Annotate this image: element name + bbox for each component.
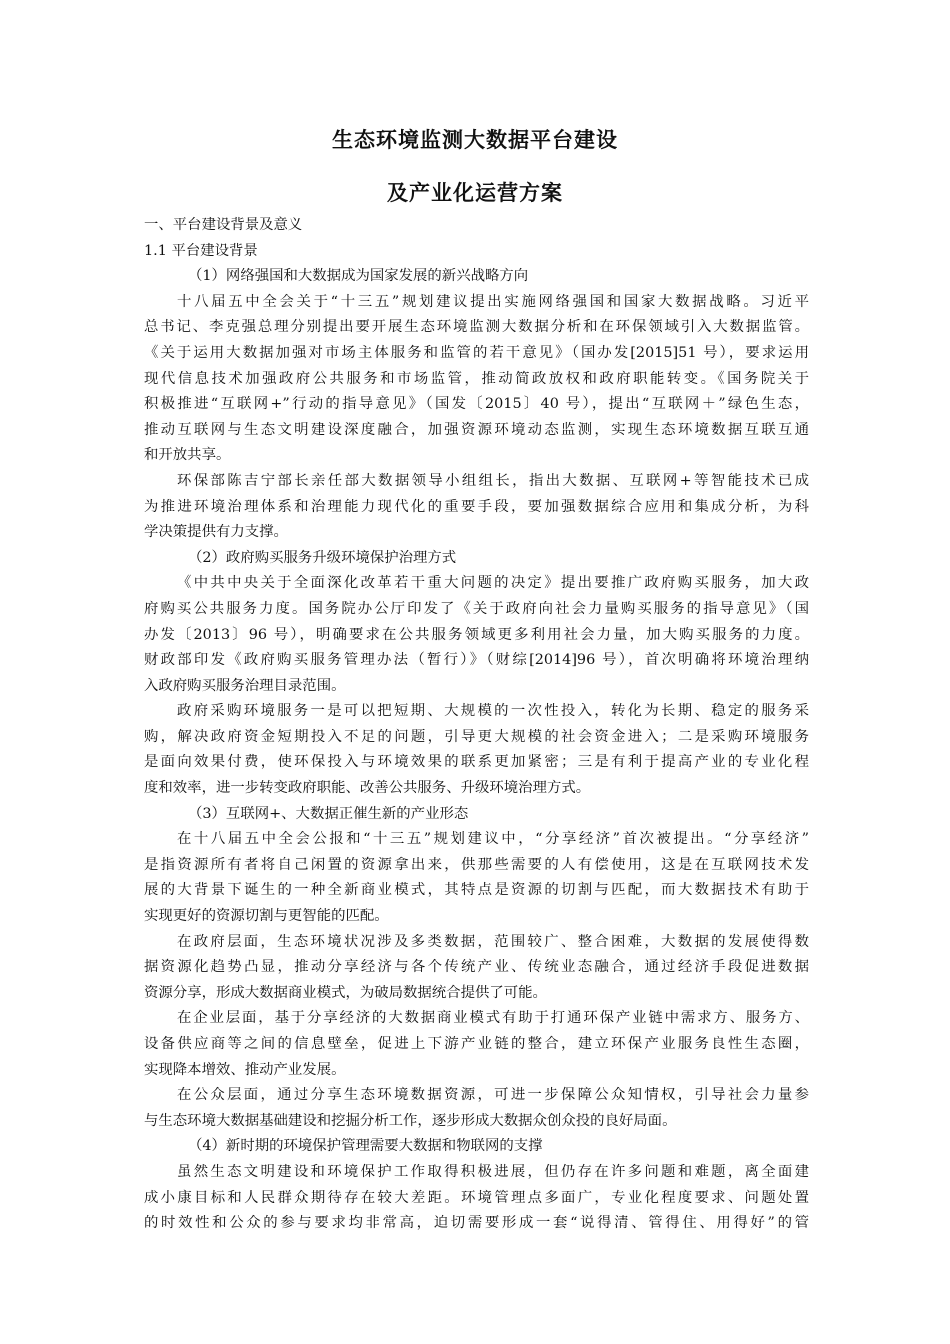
paragraph-line: 和开放共享。 xyxy=(144,447,231,464)
paragraph-line: 是指资源所有者将自己闲置的资源拿出来，供那些需要的人有偿使用，这是在互联网技术发 xyxy=(144,856,809,873)
paragraph-line: 实现更好的资源切割与更智能的匹配。 xyxy=(144,908,389,925)
paragraph-line: 在公众层面，通过分享生态环境数据资源，可进一步保障公众知情权，引导社会力量参 xyxy=(177,1087,809,1104)
paragraph-line: 总书记、李克强总理分别提出要开展生态环境监测大数据分析和在环保领域引入大数据监管。 xyxy=(144,319,809,336)
section-heading: （4）新时期的环境保护管理需要大数据和物联网的支撑 xyxy=(188,1138,543,1155)
paragraph-line: 推动互联网与生态文明建设深度融合，加强资源环境动态监测，实现生态环境数据互联互通 xyxy=(144,421,809,438)
document-title-line-1: 生态环境监测大数据平台建设 xyxy=(332,128,618,152)
paragraph-line: 办发〔2013〕96 号），明确要求在公共服务领域更多利用社会力量，加大购买服务的力度。 xyxy=(144,626,809,643)
paragraph-line: 在企业层面，基于分享经济的大数据商业模式有助于打通环保产业链中需求方、服务方、 xyxy=(177,1010,809,1027)
paragraph-line: 与生态环境大数据基础建设和挖掘分析工作，逐步形成大数据众创众投的良好局面。 xyxy=(144,1112,677,1129)
paragraph-line: 在十八届五中全会公报和“十三五”规划建议中，“分享经济”首次被提出。“分享经济” xyxy=(177,831,809,848)
paragraph-line: 实现降本增效、推动产业发展。 xyxy=(144,1061,346,1078)
paragraph-line: 据资源化趋势凸显，推动分享经济与各个传统产业、传统业态融合，通过经济手段促进数据 xyxy=(144,959,809,976)
paragraph-line: 《关于运用大数据加强对市场主体服务和监管的若干意见》（国办发[2015]51 号），要求运用 xyxy=(144,344,809,361)
section-heading: 1.1 平台建设背景 xyxy=(144,242,258,259)
paragraph-line: 的时效性和公众的参与要求均非常高，迫切需要形成一套“说得清、管得住、用得好”的管 xyxy=(144,1215,809,1232)
paragraph-line: 入政府购买服务治理目录范围。 xyxy=(144,677,346,694)
section-heading: （2）政府购买服务升级环境保护治理方式 xyxy=(188,549,457,566)
section-heading: （1）网络强国和大数据成为国家发展的新兴战略方向 xyxy=(188,268,529,285)
paragraph-line: 是面向效果付费，使环保投入与环境效果的联系更加紧密；三是有利于提高产业的专业化程 xyxy=(144,754,809,771)
paragraph-line: 购，解决政府资金短期投入不足的问题，引导更大规模的社会资金进入；二是采购环境服务 xyxy=(144,728,809,745)
paragraph-line: 环保部陈吉宁部长亲任部大数据领导小组组长，指出大数据、互联网+等智能技术已成 xyxy=(177,472,809,489)
paragraph-line: 虽然生态文明建设和环境保护工作取得积极进展，但仍存在许多问题和难题，离全面建 xyxy=(177,1163,809,1180)
paragraph-line: 政府采购环境服务一是可以把短期、大规模的一次性投入，转化为长期、稳定的服务采 xyxy=(177,703,809,720)
paragraph-line: 府购买公共服务力度。国务院办公厅印发了《关于政府向社会力量购买服务的指导意见》（国 xyxy=(144,600,809,617)
section-heading: （3）互联网+、大数据正催生新的产业形态 xyxy=(188,805,469,822)
document-body xyxy=(144,213,809,1237)
paragraph-line: 积极推进“互联网+”行动的指导意见》（国发〔2015〕40 号），提出“互联网＋”绿色生态， xyxy=(144,396,809,413)
paragraph-line: 资源分享，形成大数据商业模式，为破局数据统合提供了可能。 xyxy=(144,984,547,1001)
paragraph-line: 为推进环境治理体系和治理能力现代化的重要手段，要加强数据综合应用和集成分析，为科 xyxy=(144,498,809,515)
paragraph-line: 财政部印发《政府购买服务管理办法（暂行）》（财综[2014]96 号），首次明确将环境治理纳 xyxy=(144,652,809,669)
paragraph-line: 度和效率，进一步转变政府职能、改善公共服务、升级环境治理方式。 xyxy=(144,780,591,797)
paragraph-line: 展的大背景下诞生的一种全新商业模式，其特点是资源的切割与匹配，而大数据技术有助于 xyxy=(144,882,809,899)
section-heading: 一、平台建设背景及意义 xyxy=(144,217,303,233)
paragraph-line: 学决策提供有力支撑。 xyxy=(144,524,288,541)
paragraph-line: 《中共中央关于全面深化改革若干重大问题的决定》提出要推广政府购买服务，加大政 xyxy=(177,575,809,592)
paragraph-line: 在政府层面，生态环境状况涉及多类数据，范围较广、整合困难，大数据的发展使得数 xyxy=(177,933,809,950)
paragraph-line: 十八届五中全会关于“十三五”规划建议提出实施网络强国和国家大数据战略。习近平 xyxy=(177,293,809,310)
paragraph-line: 设备供应商等之间的信息壁垒，促进上下游产业链的整合，建立环保产业服务良性生态圈， xyxy=(144,1036,809,1052)
paragraph-line: 现代信息技术加强政府公共服务和市场监管，推动简政放权和政府职能转变。《国务院关于 xyxy=(144,370,809,387)
paragraph-line: 成小康目标和人民群众期待存在较大差距。环境管理点多面广，专业化程度要求、问题处置 xyxy=(144,1189,809,1206)
document-title-line-2: 及产业化运营方案 xyxy=(387,181,563,205)
